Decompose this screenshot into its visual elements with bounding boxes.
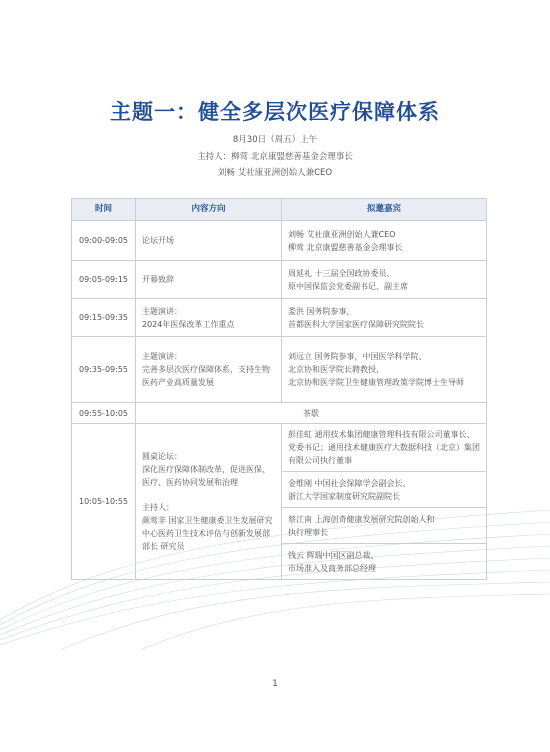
header-content: 内容方向 bbox=[136, 199, 282, 221]
guest-cell: 彭佳虹 通用技术集团健康管理科技有限公司董事长、党委书记；通用技术健康医疗大数据科技（北京）集团有限公司执行董事 bbox=[282, 424, 487, 472]
guest-cell: 钱云 辉瑞中国区副总裁、 市场准入及商务部总经理 bbox=[282, 544, 487, 580]
guest-cell: 蔡江南 上海创奇健康发展研究院创始人和 执行理事长 bbox=[282, 508, 487, 544]
row-guests: 娄洪 国务院参事， 首都医科大学国家医疗保障研究院院长 bbox=[282, 299, 487, 337]
table-row bbox=[72, 261, 487, 299]
agenda-table bbox=[71, 198, 487, 580]
header-time: 时间 bbox=[72, 199, 136, 221]
break-label: 茶歇 bbox=[136, 403, 487, 424]
row-guests: 刘畅 艾社康亚洲创始人兼CEO 柳莺 北京康盟慈善基金会理事长 bbox=[282, 221, 487, 261]
table-row bbox=[72, 337, 487, 403]
table-row bbox=[72, 424, 487, 472]
row-content: 主题演讲： 2024年医保改革工作重点 bbox=[136, 299, 282, 337]
table-header-row bbox=[72, 199, 487, 221]
table-row bbox=[72, 221, 487, 261]
row-content: 开幕致辞 bbox=[136, 261, 282, 299]
row-time: 09:05-09:15 bbox=[72, 261, 136, 299]
row-content: 圆桌论坛： 深化医疗保障体制改革，促进医保、医疗、医药协同发展和治理 主持人： 颜莺非 国家卫生健康委卫生发展研究中心医药卫生技术评估与创新发展部部长 研究员 bbox=[136, 424, 282, 580]
row-content: 主题演讲： 完善多层次医疗保障体系，支持生物医药产业高质量发展 bbox=[136, 337, 282, 403]
session-date: 8月30日（周五）上午 bbox=[232, 135, 318, 145]
row-guests: 刘远立 国务院参事，中国医学科学院、 北京协和医学院长聘教授， 北京协和医学院卫生健康管理政策学院博士生导师 bbox=[282, 337, 487, 403]
row-content: 论坛开场 bbox=[136, 221, 282, 261]
table-row-break bbox=[72, 403, 487, 424]
table-row bbox=[72, 299, 487, 337]
row-time: 09:35-09:55 bbox=[72, 337, 136, 403]
row-time: 10:05-10:55 bbox=[72, 424, 136, 580]
page-title: 主题一：健全多层次医疗保障体系 bbox=[110, 100, 440, 124]
row-time: 09:55-10:05 bbox=[72, 403, 136, 424]
header-guests: 拟邀嘉宾 bbox=[282, 199, 487, 221]
host-line-2: 刘畅 艾社康亚洲创始人兼CEO bbox=[217, 168, 333, 178]
row-guests: 周延礼 十三届全国政协委员、 原中国保监会党委副书记、副主席 bbox=[282, 261, 487, 299]
row-time: 09:00-09:05 bbox=[72, 221, 136, 261]
host-line-1: 主持人：柳莺 北京康盟慈善基金会理事长 bbox=[197, 152, 353, 162]
page-number: 1 bbox=[272, 679, 278, 689]
row-time: 09:15-09:35 bbox=[72, 299, 136, 337]
guest-cell: 金维刚 中国社会保障学会副会长、 浙江大学国家制度研究院副院长 bbox=[282, 472, 487, 508]
